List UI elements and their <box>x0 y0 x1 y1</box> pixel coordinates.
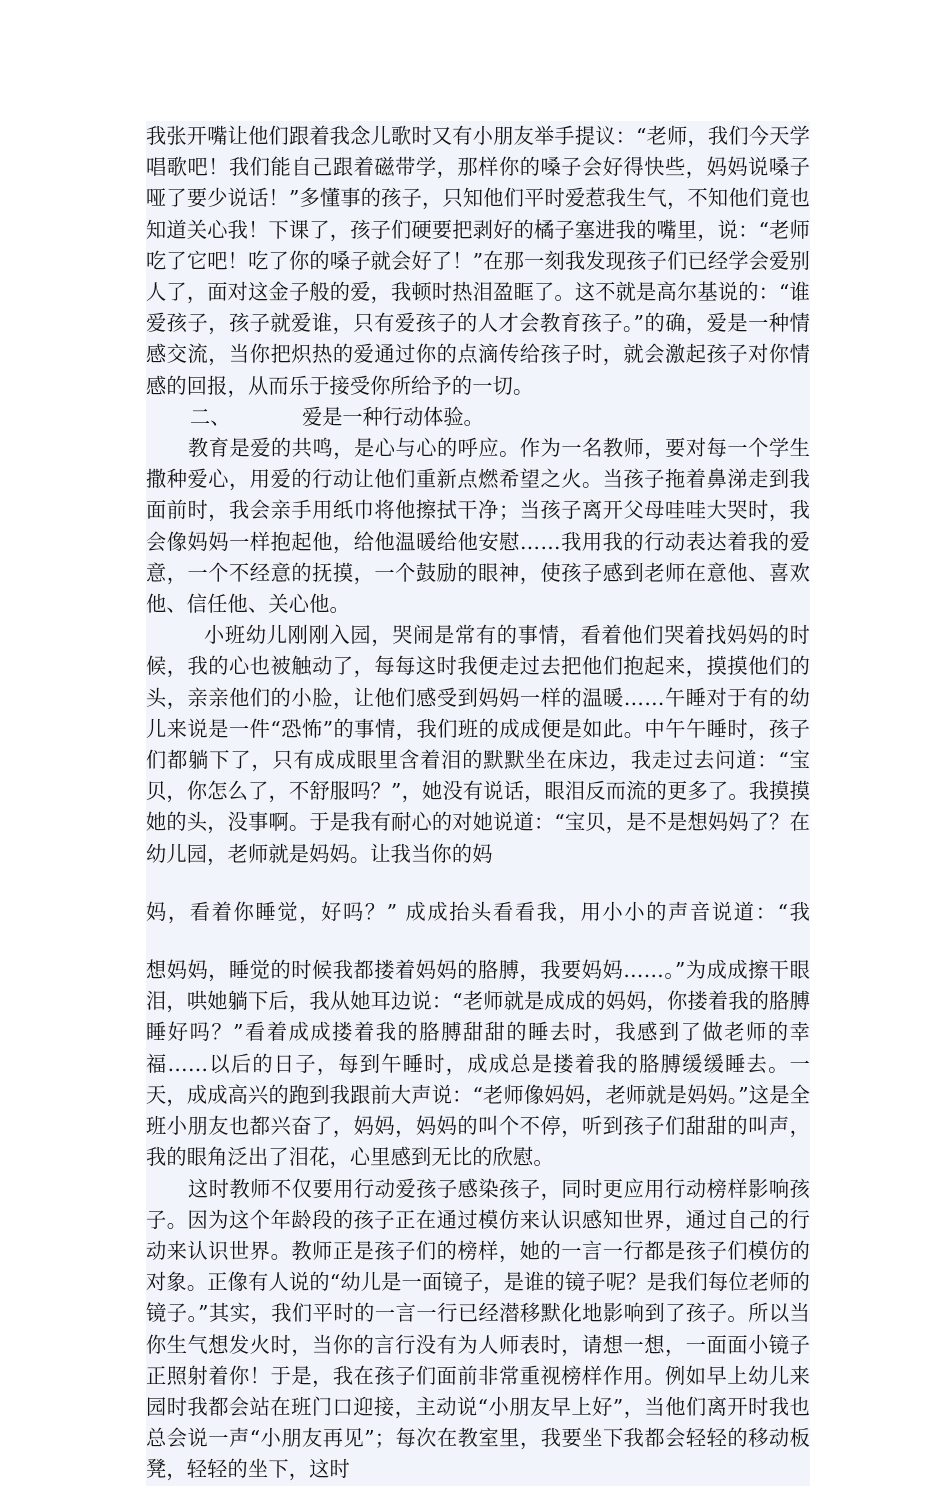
section-heading <box>146 402 810 433</box>
paragraph-1: 我张开嘴让他们跟着我念儿歌时又有小朋友举手提议：“老师，我们今天学唱歌吧！我们能自己跟着磁带学，那样你的嗓子会好得快些，妈妈说嗓子哑了要少说话！”多懂事的孩子，只知他们平时爱惹我生气，不知他们竟也知道关心我！下课了，孩子们硬要把剥好的橘子塞进我的嘴里，说：“老师吃了它吧！吃了你的嗓子就会好了！”在那一刻我发现孩子们已经学会爱别人了，面对这金子般的爱，我顿时热泪盈眶了。这不就是高尔基说的：“谁爱孩子，孩子就爱谁，只有爱孩子的人才会教育孩子。”的确，爱是一种情感交流，当你把炽热的爱通过你的点滴传给孩子时，就会激起孩子对你情感的回报，从而乐于接受你所给予的一切。 <box>146 124 810 398</box>
paragraph-3-part-3: 想妈妈，睡觉的时候我都搂着妈妈的胳膊，我要妈妈……。”为成成擦干眼泪，哄她躺下后，我从她耳边说：“老师就是成成的妈妈，你搂着我的胳膊睡好吗？”看着成成搂着我的胳膊甜甜的睡去时，我感到了做老师的幸福……以后的日子，每到午睡时，成成总是搂着我的胳膊缓缓睡去。一天，成成高兴的跑到我跟前大声说：“老师像妈妈，老师就是妈妈。”这是全班小朋友也都兴奋了，妈妈，妈妈的叫个不停，听到孩子们甜甜的叫声，我的眼角泛出了泪花，心里感到无比的欣慰。 <box>146 958 810 1170</box>
section-heading-text: 爱是一种行动体验。 <box>302 404 484 429</box>
paragraph-4: 这时教师不仅要用行动爱孩子感染孩子，同时更应用行动榜样影响孩子。因为这个年龄段的孩子正在通过模仿来认识感知世界，通过自己的行动来认识世界。教师正是孩子们的榜样，她的一言一行都是孩子们模仿的对象。正像有人说的“幼儿是一面镜子，是谁的镜子呢？是我们每位老师的镜子。”其实，我们平时的一言一行已经潜移默化地影响到了孩子。所以当你生气想发火时，当你的言行没有为人师表时，请想一想，一面面小镜子正照射着你！于是，我在孩子们面前非常重视榜样作用。例如早上幼儿来园时我都会站在班门口迎接，主动说“小朋友早上好”，当他们离开时我也总会说一声“小朋友再见”；每次在教室里，我要坐下我都会轻轻的移动板凳，轻轻的坐下，这时 <box>146 1176 810 1482</box>
paragraph-3-part-2: 妈，看着你睡觉，好吗？” 成成抬头看看我，用小小的声音说道：“我 <box>146 899 810 924</box>
document-body <box>146 121 810 1486</box>
section-heading-number: 二、 <box>190 404 231 429</box>
paragraph-3-part-1: 小班幼儿刚刚入园，哭闹是常有的事情，看着他们哭着找妈妈的时候，我的心也被触动了，每每这时我便走过去把他们抱起来，摸摸他们的头，亲亲他们的小脸，让他们感受到妈妈一样的温暖……午睡对于有的幼儿来说是一件“恐怖”的事情，我们班的成成便是如此。中午午睡时，孩子们都躺下了，只有成成眼里含着泪的默默坐在床边，我走过去问道：“宝贝，你怎么了，不舒服吗？”，她没有说话，眼泪反而流的更多了。我摸摸她的头，没事啊。于是我有耐心的对她说道：“宝贝，是不是想妈妈了？在幼儿园，老师就是妈妈。让我当你的妈 <box>146 623 810 866</box>
paragraph-2: 教育是爱的共鸣，是心与心的呼应。作为一名教师，要对每一个学生撒种爱心，用爱的行动让他们重新点燃希望之火。当孩子拖着鼻涕走到我面前时，我会亲手用纸巾将他擦拭干净；当孩子离开父母哇哇大哭时，我会像妈妈一样抱起他，给他温暖给他安慰……我用我的行动表达着我的爱意，一个不经意的抚摸，一个鼓励的眼神，使孩子感到老师在意他、喜欢他、信任他、关心他。 <box>146 436 810 617</box>
